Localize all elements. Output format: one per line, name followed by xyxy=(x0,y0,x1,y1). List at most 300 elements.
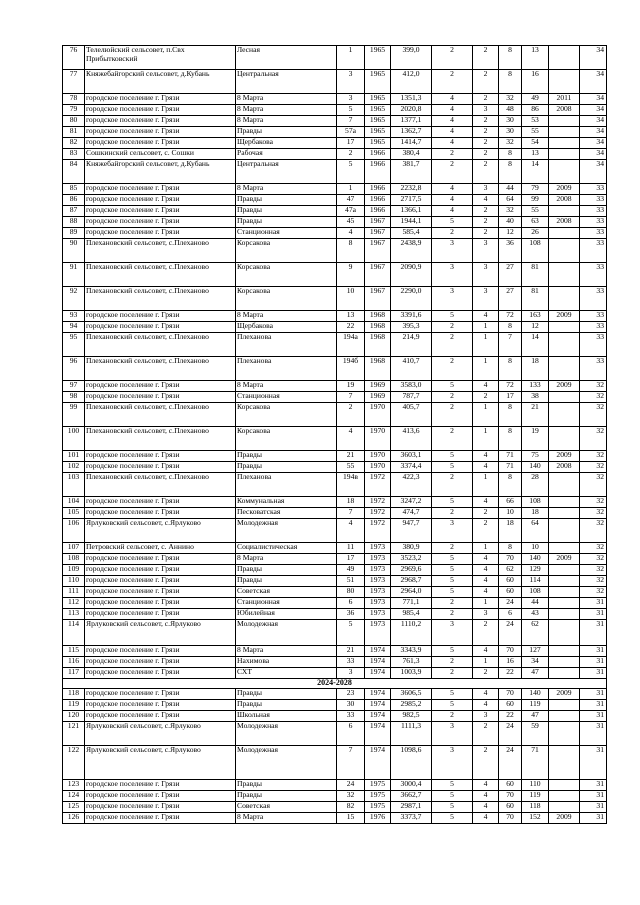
table-row xyxy=(63,790,607,801)
cell-apartments: 24 xyxy=(499,598,522,609)
cell-residents: 119 xyxy=(522,790,549,801)
table-row xyxy=(63,138,607,149)
cell-apartments: 24 xyxy=(499,620,522,646)
cell-street: Центральная xyxy=(236,70,337,94)
cell-entrances: 2 xyxy=(473,46,499,70)
cell-residents: 110 xyxy=(522,779,549,790)
cell-build-year: 1969 xyxy=(365,392,391,403)
cell-repair-year xyxy=(549,127,580,138)
cell-floors: 2 xyxy=(432,668,473,679)
cell-wear-value: 31 xyxy=(580,779,607,790)
cell-municipality: городское поселение г. Грязи xyxy=(85,217,236,228)
cell-street: Правды xyxy=(236,699,337,710)
cell-build-year: 1968 xyxy=(365,357,391,381)
cell-wear-value: 32 xyxy=(580,554,607,565)
cell-apartments: 7 xyxy=(499,333,522,357)
cell-floors: 4 xyxy=(432,94,473,105)
cell-wear-value: 32 xyxy=(580,403,607,427)
cell-street: Коммунальная xyxy=(236,497,337,508)
cell-wear-value: 31 xyxy=(580,598,607,609)
cell-area: 3523,2 xyxy=(391,554,432,565)
cell-municipality: городское поселение г. Грязи xyxy=(85,779,236,790)
table-row xyxy=(63,451,607,462)
cell-wear-value: 33 xyxy=(580,322,607,333)
table-row xyxy=(63,70,607,94)
cell-apartments: 10 xyxy=(499,508,522,519)
cell-wear-value: 32 xyxy=(580,392,607,403)
cell-residents: 81 xyxy=(522,263,549,287)
cell-municipality: городское поселение г. Грязи xyxy=(85,508,236,519)
cell-floors: 2 xyxy=(432,70,473,94)
cell-row-number: 125 xyxy=(63,801,85,812)
cell-floors: 2 xyxy=(432,403,473,427)
table-body-upper xyxy=(63,46,607,679)
cell-wear-value: 33 xyxy=(580,263,607,287)
cell-wear-value: 33 xyxy=(580,217,607,228)
cell-municipality: Ярлуковский сельсовет, с.Ярлуково xyxy=(85,721,236,745)
cell-apartments: 27 xyxy=(499,263,522,287)
cell-municipality: Петровский сельсовет, с. Аннино xyxy=(85,543,236,554)
cell-row-number: 86 xyxy=(63,195,85,206)
cell-municipality: городское поселение г. Грязи xyxy=(85,138,236,149)
cell-house-number: 22 xyxy=(337,322,365,333)
cell-build-year: 1974 xyxy=(365,745,391,779)
cell-street: Правды xyxy=(236,565,337,576)
cell-house-number: 194а xyxy=(337,333,365,357)
cell-apartments: 18 xyxy=(499,519,522,543)
cell-row-number: 111 xyxy=(63,587,85,598)
cell-build-year: 1968 xyxy=(365,333,391,357)
cell-floors: 2 xyxy=(432,160,473,184)
cell-apartments: 32 xyxy=(499,206,522,217)
cell-floors: 5 xyxy=(432,646,473,657)
cell-residents: 129 xyxy=(522,565,549,576)
cell-apartments: 8 xyxy=(499,543,522,554)
cell-entrances: 3 xyxy=(473,184,499,195)
cell-house-number: 49 xyxy=(337,565,365,576)
cell-area: 1366,1 xyxy=(391,206,432,217)
cell-street: Юбилейная xyxy=(236,609,337,620)
cell-wear-value: 32 xyxy=(580,473,607,497)
table-row xyxy=(63,721,607,745)
cell-repair-year xyxy=(549,116,580,127)
cell-floors: 2 xyxy=(432,508,473,519)
cell-wear-value: 31 xyxy=(580,745,607,779)
cell-apartments: 27 xyxy=(499,287,522,311)
cell-build-year: 1975 xyxy=(365,801,391,812)
cell-area: 474,7 xyxy=(391,508,432,519)
cell-wear-value: 31 xyxy=(580,688,607,699)
cell-repair-year: 2009 xyxy=(549,554,580,565)
cell-row-number: 93 xyxy=(63,311,85,322)
cell-area: 985,4 xyxy=(391,609,432,620)
cell-residents: 163 xyxy=(522,311,549,322)
cell-area: 3662,7 xyxy=(391,790,432,801)
cell-build-year: 1974 xyxy=(365,646,391,657)
cell-house-number: 36 xyxy=(337,609,365,620)
cell-municipality: городское поселение г. Грязи xyxy=(85,311,236,322)
cell-street: Лесная xyxy=(236,46,337,70)
cell-row-number: 89 xyxy=(63,228,85,239)
cell-repair-year xyxy=(549,657,580,668)
table-row xyxy=(63,688,607,699)
cell-area: 380,9 xyxy=(391,543,432,554)
cell-wear-value: 31 xyxy=(580,699,607,710)
cell-house-number: 24 xyxy=(337,779,365,790)
cell-wear-value: 34 xyxy=(580,105,607,116)
cell-residents: 34 xyxy=(522,657,549,668)
cell-row-number: 113 xyxy=(63,609,85,620)
cell-entrances: 3 xyxy=(473,263,499,287)
cell-municipality: городское поселение г. Грязи xyxy=(85,812,236,823)
cell-street: Станционная xyxy=(236,392,337,403)
table-row xyxy=(63,587,607,598)
cell-apartments: 8 xyxy=(499,427,522,451)
cell-area: 412,0 xyxy=(391,70,432,94)
cell-apartments: 12 xyxy=(499,228,522,239)
cell-repair-year xyxy=(549,357,580,381)
cell-build-year: 1970 xyxy=(365,403,391,427)
table-row xyxy=(63,519,607,543)
cell-residents: 44 xyxy=(522,598,549,609)
cell-repair-year xyxy=(549,263,580,287)
cell-residents: 14 xyxy=(522,160,549,184)
cell-residents: 55 xyxy=(522,127,549,138)
cell-floors: 2 xyxy=(432,322,473,333)
cell-row-number: 116 xyxy=(63,657,85,668)
cell-row-number: 99 xyxy=(63,403,85,427)
cell-entrances: 1 xyxy=(473,657,499,668)
cell-residents: 81 xyxy=(522,287,549,311)
cell-row-number: 109 xyxy=(63,565,85,576)
cell-wear-value: 31 xyxy=(580,801,607,812)
cell-repair-year: 2009 xyxy=(549,311,580,322)
cell-municipality: Плехановский сельсовет, с.Плеханово xyxy=(85,473,236,497)
cell-build-year: 1967 xyxy=(365,287,391,311)
cell-row-number: 110 xyxy=(63,576,85,587)
cell-municipality: Сошкинский сельсовет, с. Сошки xyxy=(85,149,236,160)
cell-municipality: городское поселение г. Грязи xyxy=(85,392,236,403)
cell-street: Молодежная xyxy=(236,745,337,779)
cell-street: Рабочая xyxy=(236,149,337,160)
cell-entrances: 2 xyxy=(473,392,499,403)
cell-residents: 55 xyxy=(522,206,549,217)
cell-build-year: 1973 xyxy=(365,565,391,576)
cell-wear-value: 32 xyxy=(580,587,607,598)
cell-residents: 140 xyxy=(522,688,549,699)
cell-wear-value: 33 xyxy=(580,184,607,195)
cell-apartments: 62 xyxy=(499,565,522,576)
cell-entrances: 3 xyxy=(473,710,499,721)
cell-residents: 86 xyxy=(522,105,549,116)
cell-house-number: 13 xyxy=(337,311,365,322)
cell-house-number: 194в xyxy=(337,473,365,497)
cell-house-number: 7 xyxy=(337,508,365,519)
cell-entrances: 4 xyxy=(473,462,499,473)
cell-municipality: городское поселение г. Грязи xyxy=(85,116,236,127)
table-row xyxy=(63,357,607,381)
cell-entrances: 2 xyxy=(473,620,499,646)
cell-apartments: 22 xyxy=(499,710,522,721)
cell-house-number: 4 xyxy=(337,228,365,239)
cell-row-number: 123 xyxy=(63,779,85,790)
cell-floors: 3 xyxy=(432,721,473,745)
cell-street: Корсакова xyxy=(236,427,337,451)
cell-municipality: городское поселение г. Грязи xyxy=(85,206,236,217)
cell-repair-year xyxy=(549,427,580,451)
cell-entrances: 2 xyxy=(473,149,499,160)
cell-build-year: 1973 xyxy=(365,543,391,554)
cell-entrances: 1 xyxy=(473,543,499,554)
cell-area: 1362,7 xyxy=(391,127,432,138)
cell-residents: 118 xyxy=(522,801,549,812)
cell-street: Станционная xyxy=(236,598,337,609)
cell-entrances: 4 xyxy=(473,497,499,508)
cell-floors: 5 xyxy=(432,779,473,790)
cell-floors: 2 xyxy=(432,657,473,668)
cell-repair-year: 2008 xyxy=(549,105,580,116)
cell-municipality: городское поселение г. Грязи xyxy=(85,790,236,801)
cell-area: 2717,5 xyxy=(391,195,432,206)
cell-build-year: 1974 xyxy=(365,657,391,668)
cell-area: 3247,2 xyxy=(391,497,432,508)
cell-house-number: 33 xyxy=(337,710,365,721)
cell-house-number: 45 xyxy=(337,217,365,228)
cell-build-year: 1965 xyxy=(365,116,391,127)
cell-floors: 4 xyxy=(432,105,473,116)
cell-street: Правды xyxy=(236,576,337,587)
cell-repair-year xyxy=(549,206,580,217)
cell-build-year: 1973 xyxy=(365,598,391,609)
cell-area: 413,6 xyxy=(391,427,432,451)
cell-house-number: 8 xyxy=(337,239,365,263)
cell-row-number: 102 xyxy=(63,462,85,473)
cell-street: Школьная xyxy=(236,710,337,721)
cell-entrances: 3 xyxy=(473,287,499,311)
cell-repair-year: 2008 xyxy=(549,195,580,206)
cell-street: 8 Марта xyxy=(236,184,337,195)
cell-wear-value: 31 xyxy=(580,710,607,721)
cell-floors: 4 xyxy=(432,116,473,127)
cell-floors: 5 xyxy=(432,311,473,322)
cell-apartments: 60 xyxy=(499,699,522,710)
cell-apartments: 36 xyxy=(499,239,522,263)
cell-house-number: 3 xyxy=(337,668,365,679)
cell-floors: 5 xyxy=(432,576,473,587)
cell-floors: 2 xyxy=(432,228,473,239)
cell-house-number: 55 xyxy=(337,462,365,473)
cell-residents: 16 xyxy=(522,70,549,94)
cell-repair-year xyxy=(549,790,580,801)
cell-house-number: 1 xyxy=(337,184,365,195)
cell-apartments: 32 xyxy=(499,94,522,105)
cell-area: 214,9 xyxy=(391,333,432,357)
cell-municipality: Плехановский сельсовет, с.Плеханово xyxy=(85,333,236,357)
cell-residents: 19 xyxy=(522,427,549,451)
table-row xyxy=(63,598,607,609)
cell-house-number: 47а xyxy=(337,206,365,217)
cell-street: 8 Марта xyxy=(236,311,337,322)
cell-municipality: городское поселение г. Грязи xyxy=(85,657,236,668)
cell-apartments: 70 xyxy=(499,812,522,823)
cell-area: 2987,1 xyxy=(391,801,432,812)
cell-area: 2969,6 xyxy=(391,565,432,576)
cell-street: Правды xyxy=(236,462,337,473)
table-row xyxy=(63,609,607,620)
table-row xyxy=(63,127,607,138)
cell-wear-value: 34 xyxy=(580,138,607,149)
cell-wear-value: 32 xyxy=(580,381,607,392)
cell-wear-value: 33 xyxy=(580,287,607,311)
cell-wear-value: 31 xyxy=(580,721,607,745)
cell-wear-value: 32 xyxy=(580,565,607,576)
housing-register-table xyxy=(62,45,607,824)
cell-street: 8 Марта xyxy=(236,105,337,116)
cell-municipality: городское поселение г. Грязи xyxy=(85,184,236,195)
cell-entrances: 3 xyxy=(473,105,499,116)
cell-entrances: 3 xyxy=(473,239,499,263)
cell-floors: 2 xyxy=(432,710,473,721)
cell-street: Плеханова xyxy=(236,333,337,357)
cell-entrances: 4 xyxy=(473,554,499,565)
cell-wear-value: 31 xyxy=(580,609,607,620)
cell-build-year: 1968 xyxy=(365,311,391,322)
cell-area: 422,3 xyxy=(391,473,432,497)
cell-repair-year xyxy=(549,565,580,576)
cell-house-number: 3 xyxy=(337,94,365,105)
cell-floors: 2 xyxy=(432,333,473,357)
cell-municipality: городское поселение г. Грязи xyxy=(85,195,236,206)
cell-wear-value: 32 xyxy=(580,576,607,587)
cell-house-number: 7 xyxy=(337,392,365,403)
cell-street: Корсакова xyxy=(236,239,337,263)
table-row xyxy=(63,657,607,668)
cell-apartments: 22 xyxy=(499,668,522,679)
cell-residents: 26 xyxy=(522,228,549,239)
cell-row-number: 117 xyxy=(63,668,85,679)
cell-wear-value: 33 xyxy=(580,206,607,217)
cell-build-year: 1973 xyxy=(365,576,391,587)
table-row xyxy=(63,322,607,333)
cell-area: 3603,1 xyxy=(391,451,432,462)
cell-wear-value: 32 xyxy=(580,451,607,462)
cell-repair-year: 2009 xyxy=(549,184,580,195)
cell-entrances: 4 xyxy=(473,195,499,206)
cell-residents: 10 xyxy=(522,543,549,554)
cell-wear-value: 31 xyxy=(580,668,607,679)
cell-municipality: городское поселение г. Грязи xyxy=(85,801,236,812)
cell-repair-year: 2011 xyxy=(549,94,580,105)
cell-build-year: 1967 xyxy=(365,217,391,228)
cell-wear-value: 32 xyxy=(580,497,607,508)
cell-street: Правды xyxy=(236,451,337,462)
cell-apartments: 70 xyxy=(499,790,522,801)
cell-residents: 59 xyxy=(522,721,549,745)
cell-residents: 47 xyxy=(522,710,549,721)
table-row xyxy=(63,565,607,576)
cell-entrances: 2 xyxy=(473,127,499,138)
cell-row-number: 101 xyxy=(63,451,85,462)
cell-entrances: 2 xyxy=(473,508,499,519)
cell-area: 3000,4 xyxy=(391,779,432,790)
cell-area: 1414,7 xyxy=(391,138,432,149)
cell-build-year: 1972 xyxy=(365,473,391,497)
cell-area: 399,0 xyxy=(391,46,432,70)
cell-area: 2290,0 xyxy=(391,287,432,311)
cell-municipality: городское поселение г. Грязи xyxy=(85,105,236,116)
cell-residents: 53 xyxy=(522,116,549,127)
cell-municipality: городское поселение г. Грязи xyxy=(85,609,236,620)
cell-municipality: городское поселение г. Грязи xyxy=(85,322,236,333)
cell-floors: 5 xyxy=(432,801,473,812)
cell-house-number: 80 xyxy=(337,587,365,598)
cell-row-number: 77 xyxy=(63,70,85,94)
cell-build-year: 1974 xyxy=(365,668,391,679)
cell-floors: 2 xyxy=(432,149,473,160)
cell-build-year: 1974 xyxy=(365,699,391,710)
table-body-lower xyxy=(63,688,607,823)
cell-entrances: 2 xyxy=(473,160,499,184)
cell-residents: 12 xyxy=(522,322,549,333)
cell-repair-year: 2009 xyxy=(549,451,580,462)
cell-build-year: 1965 xyxy=(365,46,391,70)
cell-street: Щербакова xyxy=(236,322,337,333)
table-row xyxy=(63,403,607,427)
cell-street: Молодежная xyxy=(236,620,337,646)
cell-wear-value: 34 xyxy=(580,116,607,127)
cell-build-year: 1972 xyxy=(365,519,391,543)
cell-apartments: 8 xyxy=(499,357,522,381)
cell-wear-value: 32 xyxy=(580,427,607,451)
cell-municipality: городское поселение г. Грязи xyxy=(85,587,236,598)
cell-floors: 5 xyxy=(432,587,473,598)
cell-repair-year xyxy=(549,322,580,333)
cell-wear-value: 33 xyxy=(580,228,607,239)
cell-area: 585,4 xyxy=(391,228,432,239)
table-row xyxy=(63,149,607,160)
cell-area: 771,1 xyxy=(391,598,432,609)
cell-floors: 5 xyxy=(432,462,473,473)
cell-repair-year xyxy=(549,646,580,657)
cell-row-number: 120 xyxy=(63,710,85,721)
cell-house-number: 15 xyxy=(337,812,365,823)
cell-area: 787,7 xyxy=(391,392,432,403)
cell-build-year: 1976 xyxy=(365,812,391,823)
cell-repair-year xyxy=(549,497,580,508)
cell-apartments: 30 xyxy=(499,127,522,138)
cell-wear-value: 31 xyxy=(580,646,607,657)
cell-house-number: 7 xyxy=(337,745,365,779)
cell-house-number: 3 xyxy=(337,70,365,94)
cell-wear-value: 33 xyxy=(580,239,607,263)
table-row xyxy=(63,333,607,357)
cell-area: 410,7 xyxy=(391,357,432,381)
cell-residents: 108 xyxy=(522,497,549,508)
cell-residents: 47 xyxy=(522,668,549,679)
cell-area: 1110,2 xyxy=(391,620,432,646)
cell-entrances: 2 xyxy=(473,228,499,239)
cell-row-number: 95 xyxy=(63,333,85,357)
cell-entrances: 1 xyxy=(473,598,499,609)
cell-build-year: 1966 xyxy=(365,206,391,217)
table-row xyxy=(63,576,607,587)
cell-repair-year xyxy=(549,519,580,543)
cell-apartments: 8 xyxy=(499,473,522,497)
cell-wear-value: 33 xyxy=(580,195,607,206)
cell-street: Песковатская xyxy=(236,508,337,519)
cell-street: Центральная xyxy=(236,160,337,184)
cell-row-number: 122 xyxy=(63,745,85,779)
